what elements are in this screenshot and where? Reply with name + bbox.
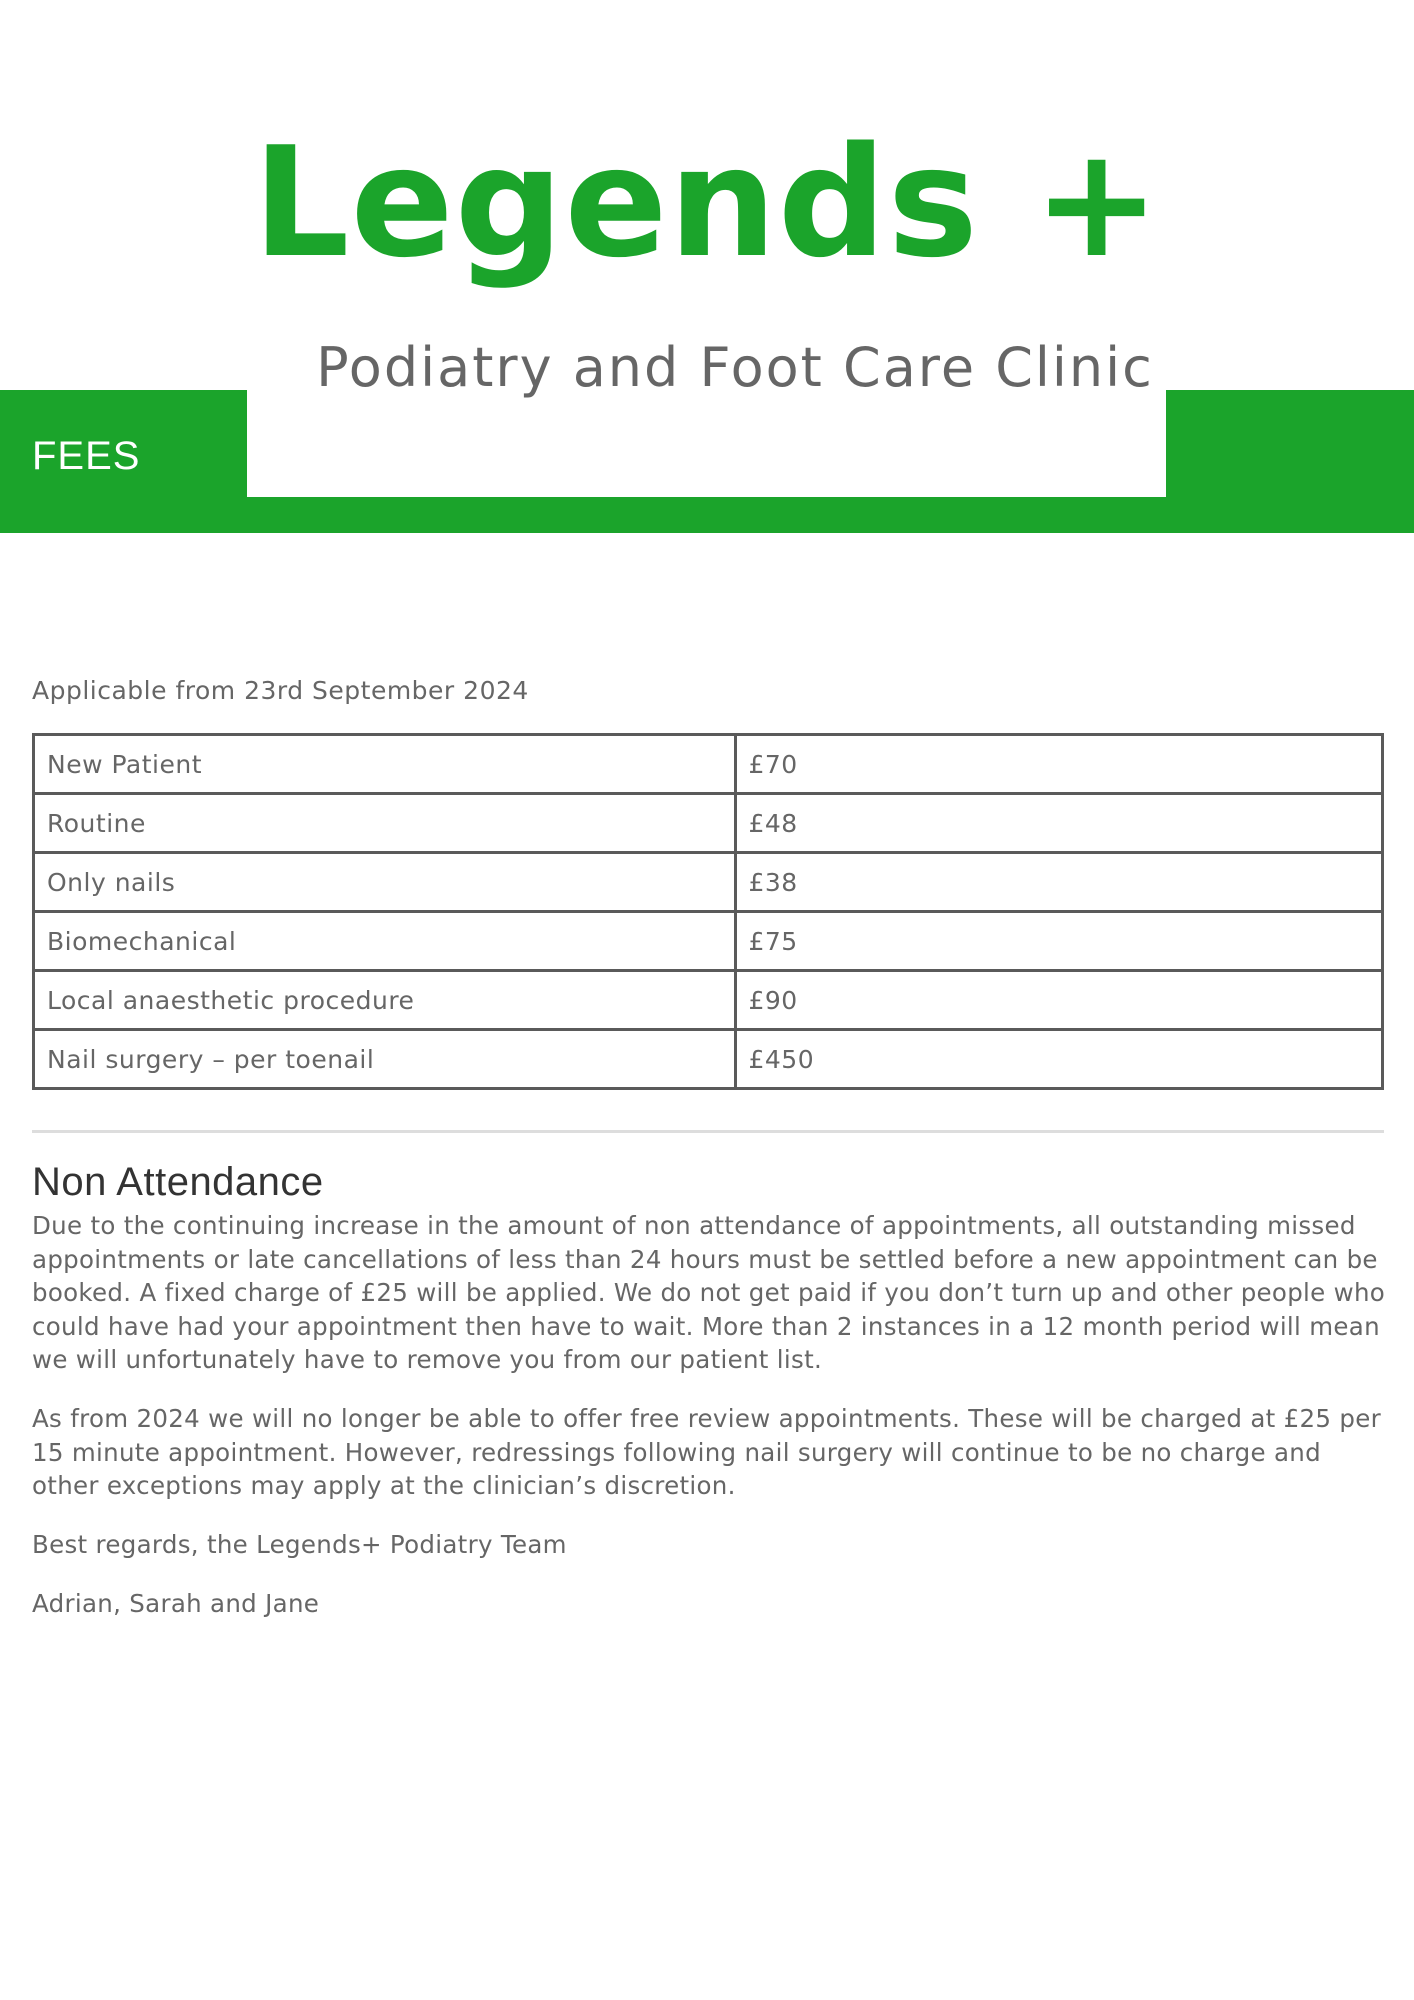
price-cell: £450 (735, 1030, 1383, 1089)
non-attendance-heading: Non Attendance (32, 1160, 324, 1204)
table-row (34, 912, 1383, 971)
applicable-date: Applicable from 23rd September 2024 (32, 676, 529, 705)
non-attendance-paragraph: Due to the continuing increase in the amount of non attendance of appointments, all outstanding missed appointments or late cancellations of less than 24 hours must be settled before a new appointment can be booked. A fixed charge of £25 will be applied. We do not get paid if you don’t turn up and other people who could have had your appointment then have to wait. More than 2 instances in a 12 month period will mean we will unfortunately have to remove you from our patient list. (32, 1211, 1386, 1374)
table-row (34, 1030, 1383, 1089)
price-cell: £38 (735, 853, 1383, 912)
price-cell: £70 (735, 735, 1383, 794)
sign-off: Best regards, the Legends+ Podiatry Team (32, 1530, 567, 1559)
fees-table (32, 733, 1384, 1090)
section-divider (32, 1130, 1384, 1133)
price-cell: £90 (735, 971, 1383, 1030)
brand-subtitle: Podiatry and Foot Care Clinic (316, 336, 1154, 399)
service-cell: New Patient (34, 735, 736, 794)
header-band-bottom (0, 497, 1414, 533)
table-row (34, 853, 1383, 912)
brand-title: Legends + (252, 114, 1162, 291)
service-cell: Nail surgery – per toenail (34, 1030, 736, 1089)
service-cell: Only nails (34, 853, 736, 912)
service-cell: Biomechanical (34, 912, 736, 971)
fees-section-label: FEES (32, 434, 141, 478)
service-cell: Local anaesthetic procedure (34, 971, 736, 1030)
table-row (34, 735, 1383, 794)
service-cell: Routine (34, 794, 736, 853)
price-cell: £75 (735, 912, 1383, 971)
table-row (34, 971, 1383, 1030)
review-appointments-paragraph: As from 2024 we will no longer be able to offer free review appointments. These will be charged at £25 per 15 minute appointment. However, redressings following nail surgery will continue to be no charge and other exceptions may apply at the clinician’s discretion. (32, 1404, 1382, 1500)
table-row (34, 794, 1383, 853)
price-cell: £48 (735, 794, 1383, 853)
signatories: Adrian, Sarah and Jane (32, 1589, 320, 1618)
